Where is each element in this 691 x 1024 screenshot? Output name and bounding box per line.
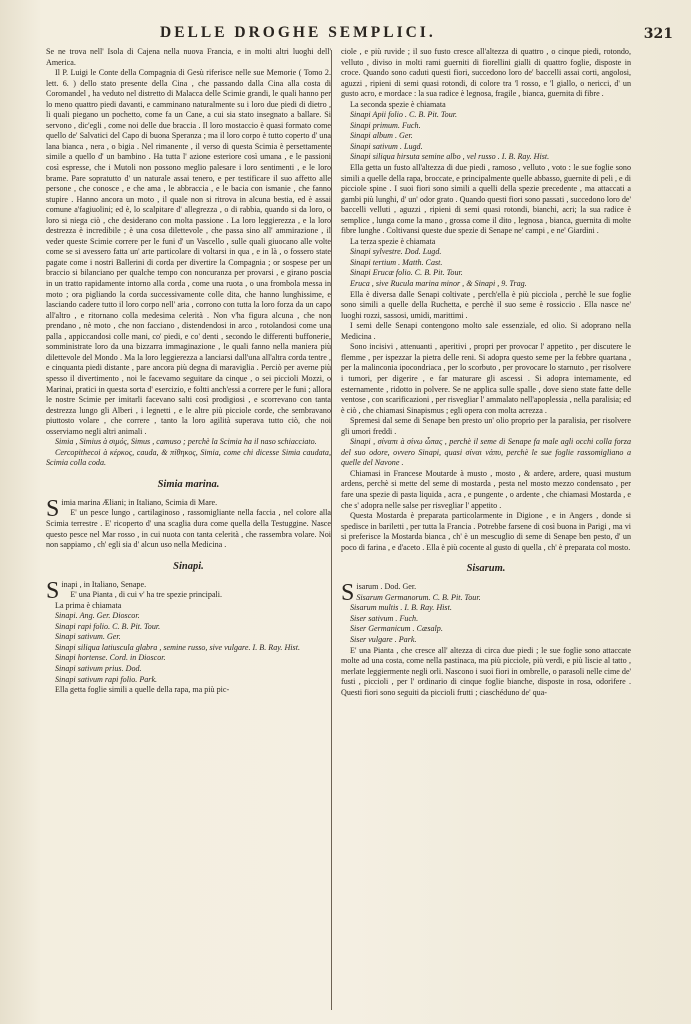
synonym-text: Sinapi sativum rapi folio. Park. [55, 674, 158, 684]
synonym-line [341, 614, 631, 625]
synonym-line [46, 664, 331, 675]
synonym-text: Sisarum multis . I. B. Ray. Hist. [350, 603, 452, 613]
synonym-text: Siser Germanicum . Cæsalp. [350, 624, 443, 634]
synonym-text: Sinapi sativum . Lugd. [350, 141, 423, 151]
synonym-text: Sinapi rapi folio. C. B. Pit. Tour. [55, 621, 161, 631]
running-title: DELLE DROGHE SEMPLICI. [160, 24, 436, 41]
section-heading-sinapi: Sinapi. [173, 560, 204, 572]
synonym-text: Sinapi primum. Fuch. [350, 120, 421, 130]
drop-cap: S [341, 580, 355, 607]
synonym-text: Sinapi. Ang. Ger. Dioscor. [55, 611, 140, 621]
synonym-line [46, 611, 331, 622]
paragraph: Spremesi dal seme di Senape ben presto un' olio proprio per la paralisia, per risolvere gli umori freddi . [341, 416, 631, 436]
synonym-text: Sinapi album . Ger. [350, 131, 413, 141]
synonym-line [341, 110, 631, 121]
paragraph: Ella getta foglie simili a quelle della rapa, ma più pic- [55, 685, 230, 695]
left-column [46, 47, 331, 1022]
synonym-text: Sinapi sylvestre. Dod. Lugd. [350, 247, 442, 257]
synonym-text: Siser sativum . Fuch. [350, 613, 419, 623]
paragraph: Se ne trova nell' Isola di Cajena nella nuova Francia, e in molti altri luoghi dell' America. [46, 47, 331, 67]
paragraph: Il P. Luigi le Conte della Compagnia di Gesù riferisce nelle sue Memorie ( Tomo 2. lett. 6. ) dello stato presente della Cina , che passando dalla Cina alla costa di Coromandel , ha veduto nel distretto di Malacca delle Scimie grandi, le quali hanno per lo meno quattro piedi davanti, e camminano naturalmente su i loro due piedi di dietro , li quali piegano un pochetto, come fa un Cane, a cui sia stato insegnato a ballare. Si servono , dic'egli , come noi delle due braccia . Il loro mostaccio è quasi formato come quello de' Salvatici del Capo di buona Speranza ; ma il loro corpo è tutto coperto d' una lana bianca , nera , o bigia . Nel rimanente , il verso di questa Scimia è persettamente simile a quello d' un bambino . Ha tutta l' azione esteriore così umana , e le passioni così espresse, che i Mutoli non possono meglio palesare i loro sentimenti , e le loro brame. Pare sopratutto d' un naturale assai tenero, e per testificare il suo affetto alle persone , che conosce , e che ama , le abbraccia , e le bacia con ismanie , che fanno stupire . Hanno ancora un moto , il quale non si ritrova in alcuna bestia, ed è assai comune a'fagiuolini; ed è, lo scalpitare d' allegrezza , o di rabbia, quando si da loro, o loro si niega ciò , che desiderano con molta passione . La loro leggierezza , e la loro destrezza è incredibile ; è una cosa dilettevole , che passa sino all' ammirazione , il veder queste Scimie correre per le funi d' un Vascello , sulle quali giuocano alle volte come se si avessero fatta un' arte particolare di voltarsi in qua , e in là , o fossero state pagate come i nostri Ballerini di corda per divertire la Compagnia ; or sospese per un braccio si bilanciano per qualche tempo con noncuranza per provarsi , e girano poscia in un tratto rapidamente intorno alla corda , come una ruota , o una frombola messa in moto ; ora pigliando la corda successivamente colle dita, che hanno lunghissime, e lasciando cadere tutto il loro corpo nell' aria , corrono con tutta la loro forza da un capo all'altro , e ritornano colla medesima celerità . Non v'ha figura alcuna , che non prendano , nè moto , che non facciano , distendendosi in arco , rotolandosi come una palla , appiccandosi colle mani, co' piedi, e co' denti , secondo le differenti buffonerie, somministrate loro da una bizzarra immaginazione , le quali fanno nella maniera più dilettevole del Mondo . Ma la loro leggierezza a lanciarsi dall'una all'altra corda tentre , e cinquanta piedi distante , pare ancora più degna di maraviglia . Perciò per averne più spesso il divertimento , noi le facevamo seguitare da cinque , o sei piccioli Mozzi, o Marinai, pratici in questa sorta d' esercizio, e foltti anch'essi a correre per le funi ; allora le nostre Scimie per imitarli facevano salti così prodigiosi , e scorrevano con tanta destrezza lungo gli Alberi , i legnetti , e le altre più picciole corde, che sembravano piuttosto volare , che correre , tanto la loro agilità superava tutto ciò, che noi osserviamo negli altri animali . [46, 68, 331, 436]
paragraph [46, 495, 331, 522]
synonym-text: Eruca , sive Rucula marina minor , & Sinapi , 9. Trag. [350, 279, 527, 289]
synonym-line [341, 635, 631, 646]
synonym-line [341, 121, 631, 132]
paragraph: Chiamasi in Francese Moutarde à musto , mosto , & ardere, ardere, quasi mustum ardens, perchè si mette del seme di mostarda , pesta nel mosto mezzo condensato , per fare una spezie di pasta liquida , acra , e pungente , o ardente , che chiamasi Mostarda , e che s' adopra nelle salse per risvegliar l' appetito . [341, 468, 631, 510]
right-column [341, 47, 631, 1022]
section-heading-sisarum: Sisarum. [466, 563, 506, 575]
paragraph: Ella è diversa dalle Senapi coltivate , perch'ella è più picciola , perchè le sue foglie sono simili a quelle della Ruchetta, e perchè il suo seme è rossiccio . Ella nasce ne' luoghi rozzi, sassosi, umidi, marittimi . [341, 289, 631, 320]
synonym-text: Sinapi tertium . Matth. Cast. [350, 257, 443, 267]
page-number: 321 [643, 26, 673, 42]
paragraph: I semi delle Senapi contengono molto sale essenziale, ed olio. Si adoprano nella Medicina . [341, 321, 631, 341]
paragraph: La terza spezie è chiamata [350, 236, 436, 246]
page-header [0, 16, 691, 44]
etymology-note [46, 437, 331, 448]
synonym-text: Sinapi Erucæ folio. C. B. Pit. Tour. [350, 268, 463, 278]
section-heading-simia-marina: Simia marina. [157, 478, 220, 490]
synonym-text: Sinapi siliqua hirsuta semine albo , vel russo . I. B. Ray. Hist. [350, 152, 550, 162]
synonym-line [46, 643, 331, 654]
synonym-line [341, 152, 631, 163]
paragraph: La prima è chiamata [55, 600, 122, 610]
synonym-line [341, 624, 631, 635]
drop-cap: S [46, 577, 60, 604]
etymology-note [46, 448, 331, 469]
drop-cap: S [46, 495, 60, 522]
paragraph: E' una Pianta , di cui v' ha tre spezie principali. [70, 590, 223, 600]
synonym-text: Sinapi sativum prius. Dod. [55, 663, 142, 673]
synonym-text: Sinapi siliqua latiuscula glabra , semine russo, sive vulgare. I. B. Ray. Hist. [55, 642, 300, 652]
synonym-line [341, 131, 631, 142]
synonym-text: Sinapi sativum. Ger. [55, 632, 121, 642]
synonym-line [341, 279, 631, 290]
etymology-text: Cercopithecoi à κέρκος, cauda, & πίθηκος, Simia, come chi dicesse Simia caudata, Scimia colla coda. [46, 447, 331, 468]
synonym-line [341, 593, 631, 604]
synonym-line [46, 675, 331, 686]
synonym-text: Sinapi Apii folio . C. B. Pit. Tour. [350, 110, 458, 120]
synonym-line [46, 653, 331, 664]
synonym-line [341, 603, 631, 614]
paragraph: Sono incisivi , attenuanti , aperitivi , propri per provocar l' appetito , per discutere le flemme , per ispezzar la pietra delle reni. Si adopra questo seme per la febbre quartana , per la malinconia ipocondriaca , per lo scorbuto , per provocare lo starnuto , per risolvere i tumori, per digerire , e far maturare gli ascessi . Si adopra internamente, ed esternamente , ridotto in polvere. Se ne applica sulle spalle , dove sieno state fatte delle ventose , con scarificazioni , per risvegliar l' ammalato nell'apoplessia , nella paralisia; ed è ciò , che chiamasi Sinapismus ; egli opera con molta acrezza . [341, 342, 631, 415]
paragraph-text: imia marina Æliani; in Italiano, Scimia di Mare. [61, 497, 218, 507]
synonym-line [341, 247, 631, 258]
text-columns [46, 47, 678, 1022]
synonym-text: Siser vulgare . Park. [350, 634, 417, 644]
synonym-text: Sisarum Germanorum. C. B. Pit. Tour. [356, 592, 481, 602]
paragraph-text: isarum . Dod. Ger. [356, 582, 417, 592]
paragraph: Questa Mostarda è preparata particolarmente in Digione , e in Angers , donde si spedisce in bariletti , per tutta la Francia . Potrebbe farsene di così buona in Parigi , ma vi si preferisce la Mostarda bianca , ch' è un mescuglio di seme di Senape ben pesto, d' un poco di farina , e d'aceto . Ella è più cocente al gusto di quella , ch' è preparata col mosto. [341, 511, 631, 552]
synonym-line [341, 258, 631, 269]
synonym-line [46, 632, 331, 643]
paragraph: E' un pesce lungo , cartilaginoso , rassomigliante nella faccia , nel colore alla Scimia terrestre . E' ricoperto d' una scaglia dura come quella della Testuggine. Nasce questo pesce nel Mar rosso , in cui nuota con tanta celerità , che rassembra volare. Noi non sappiamo , ch' egli sia d' alcun uso nella Medicina . [46, 508, 331, 550]
paragraph: Ella getta un fusto all'altezza di due piedi , ramoso , velluto , voto : le sue foglie sono simili a quelle della rapa, broccate, e principalmente quelle abbasso, guernite di peli , e di picciole spine . I suoi fiori sono simili a quelli della spezie precedente , ma attaccati a gambi più lunghi, d' un' odor grato . Quando questi fiori sono passati , succedono loro de' baccelli velluti , aguzzi , ripieni di semi quasi rotondi, bianchi, acri; la sua radice è semplice , lunga come la mano , grossa come il dito , legnosa , bianca, guernita di molte fibre lunghe . Coltivansi queste due spezie di Senape ne' campi , e ne' Giardini . [341, 163, 631, 236]
synonym-line [341, 142, 631, 153]
etymology-text: Sinapi , σίναπι à σίνω ὦπας , perchè il seme di Senape fa male agli occhi colla forza del suo odore, ovvero Sinapi, quasi σίναι νάπυ, perchè le sue foglie rassomigliano a quelle del Navone . [341, 437, 631, 468]
synonym-line [46, 622, 331, 633]
paragraph: ciole , e più ruvide ; il suo fusto cresce all'altezza di quattro , o cinque piedi, rotondo, velluto , diviso in molti rami guerniti di fiorellini gialli di quattro foglie, disposte in croce. Quando sono caduti questi fiori, succedono loro de' baccelli assai corti, angolosi, aguzzi , ripieni di semi quasi rotondi, di colore tra 'l rosso, e 'l giallo, o nericci, d' un gusto acro, e mordace : la sua radice è legnosa, fragile , bianca, guernita di fibre . [341, 47, 631, 99]
paragraph: E' una Pianta , che cresce all' altezza di circa due piedi ; le sue foglie sono attaccate molte ad una costa, come nella pastinaca, ma più picciole, più verdi, e più liscie al tatto , merlate leggiermente negli orli. Nascono i suoi fiori in ombrelle, o parasoli nelle cime de' fusti , piccioli , per l' ordinario di cinque foglie bianche, disposte in rosa, odorifere . Questi fiori sono seguiti da piccioli frutti ; ciaschéduno de' qua- [341, 645, 631, 697]
etymology-note [341, 437, 631, 469]
etymology-text: Simia , Simius à σιμός, Simus , camuso ; perchè la Scimia ha il naso schiacciato. [55, 437, 317, 447]
paragraph: La seconda spezie è chiamata [350, 99, 446, 109]
synonym-text: Sinapi hortense. Cord. in Dioscor. [55, 653, 166, 663]
synonym-line [341, 268, 631, 279]
paragraph-text: inapi , in Italiano, Senape. [61, 579, 147, 589]
